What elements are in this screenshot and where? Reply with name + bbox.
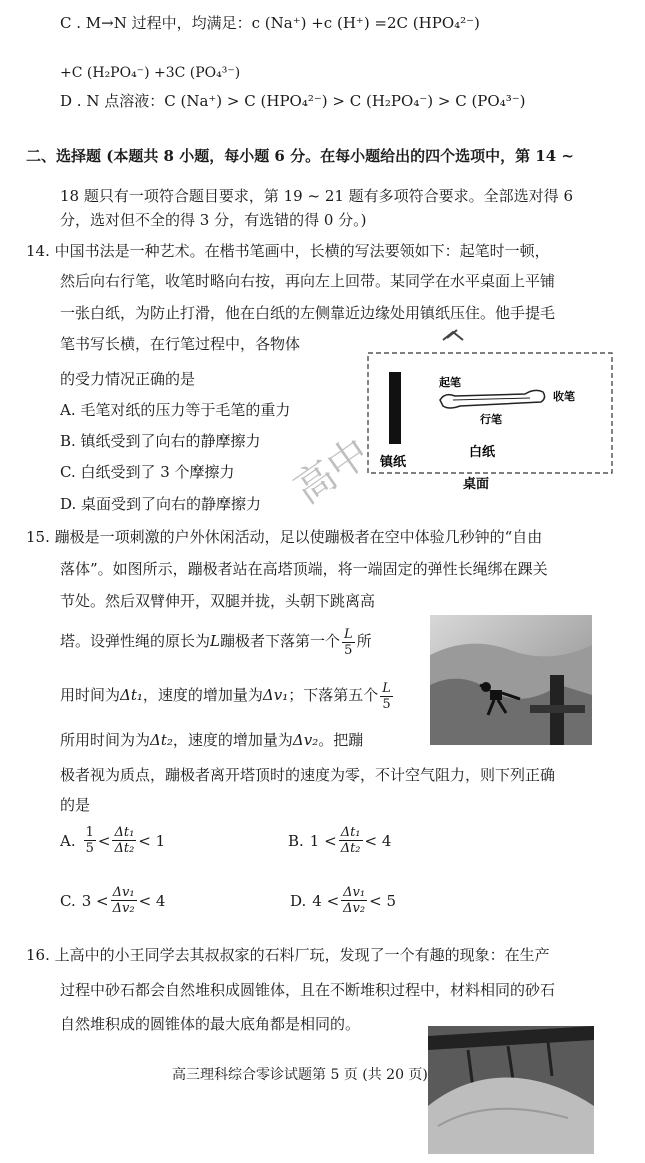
q15-line6-dt2: Δt₂ — [150, 731, 173, 749]
option-b-left: 1 < — [309, 831, 337, 850]
frac-den: Δt₂ — [114, 841, 135, 856]
section-desc-1: 18 题只有一项符合题目要求，第 19 ~ 21 题有多项符合要求。全部选对得 6 — [60, 187, 573, 205]
q15-line5 — [60, 678, 395, 712]
q15-line5-a: 用时间为 — [60, 686, 121, 704]
option-c-line2: +C (H₂PO₄⁻) +3C (PO₄³⁻) — [60, 65, 241, 81]
option-d-left: 4 < — [312, 891, 340, 910]
option-d-line: D . N 点溶液：C (Na⁺) > C (HPO₄²⁻) > C (H₂PO₄⁻) > C (PO₄³⁻) — [60, 92, 526, 110]
watermark: 高中 — [286, 429, 378, 514]
q16-line2: 过程中砂石都会自然堆积成圆锥体，且在不断堆积过程中，材料相同的砂石 — [60, 981, 556, 999]
q15-line4-c: 所 — [356, 632, 372, 650]
frac-den: Δt₂ — [340, 841, 361, 856]
q14-line4: 笔书写长横，在行笔过程中，各物体 — [60, 335, 301, 353]
frac-dt-ratio-a — [112, 825, 136, 856]
brush-mark-icon — [443, 330, 463, 340]
frac-num: L — [344, 626, 353, 642]
option-a-label: A. — [60, 831, 76, 850]
gravel-pile-photo — [428, 1026, 594, 1154]
label-qibi: 起笔 — [439, 377, 461, 389]
section-title: 二、选择题 (本题共 8 小题，每小题 6 分。在每小题给出的四个选项中，第 14 ~ — [26, 147, 574, 165]
fraction-l-over-5-b — [380, 681, 393, 712]
q15-line1: 15. 蹦极是一项刺激的户外休闲活动，足以使蹦极者在空中体验几秒钟的“自由 — [26, 528, 543, 546]
option-b-label: B. — [288, 831, 304, 850]
q14-option-c: C. 白纸受到了 3 个摩擦力 — [60, 463, 235, 481]
q15-option-a — [60, 825, 165, 856]
label-zhenzhi: 镇纸 — [380, 454, 407, 469]
option-c-label: C. — [60, 891, 76, 910]
q15-line6-c: 。把蹦 — [318, 731, 364, 749]
frac-num: Δv₁ — [112, 885, 135, 900]
q15-line7: 极者视为质点，蹦极者离开塔顶时的速度为零，不计空气阻力，则下列正确 — [60, 766, 556, 784]
frac-num: 1 — [85, 825, 94, 840]
q15-line3: 节处。然后双臂伸开，双腿并拢，头朝下跳离高 — [60, 592, 376, 610]
frac-num: Δv₁ — [343, 885, 366, 900]
q14-option-a: A. 毛笔对纸的压力等于毛笔的重力 — [60, 401, 291, 419]
frac-dt-ratio-b — [339, 825, 363, 856]
frac-num: L — [382, 680, 391, 696]
q15-line4-b: 蹦极者下落第一个 — [219, 632, 340, 650]
q15-line6-a: 所用时间为为 — [60, 731, 151, 749]
q16-line1: 16. 上高中的小王同学去其叔叔家的石料厂玩，发现了一个有趣的现象：在生产 — [26, 946, 550, 964]
option-d-right: < 5 — [369, 891, 396, 910]
q15-line6-dv2: Δv₂ — [292, 731, 319, 749]
q15-line2: 落体”。如图所示，蹦极者站在高塔顶端，将一端固定的弹性长绳绑在踝关 — [60, 560, 548, 578]
frac-dv-ratio-c — [111, 885, 137, 916]
q14-line5: 的受力情况正确的是 — [60, 370, 196, 388]
q14-option-d: D. 桌面受到了向右的静摩擦力 — [60, 495, 262, 513]
frac-num: Δt₁ — [114, 825, 135, 840]
q15-line6-b: ，速度的增加量为 — [172, 731, 293, 749]
option-a-lt: < — [97, 831, 111, 850]
option-c-left: 3 < — [81, 891, 109, 910]
option-c-line1: C . M→N 过程中，均满足：c (Na⁺) +c (H⁺) =2C (HPO₄²⁻) — [60, 14, 480, 32]
q16-line3: 自然堆积成的圆锥体的最大底角都是相同的。 — [60, 1015, 361, 1033]
q15-option-c — [60, 885, 165, 916]
q15-line5-c: ；下落第五个 — [288, 686, 379, 704]
q14-line3: 一张白纸，为防止打滑，他在白纸的左侧靠近边缘处用镇纸压住。他手提毛 — [60, 304, 556, 322]
label-baizhi: 白纸 — [469, 444, 496, 459]
q15-line5-b: ，速度的增加量为 — [142, 686, 263, 704]
option-b-right: < 4 — [364, 831, 392, 850]
q15-line4-a: 塔。设弹性绳的原长为 — [60, 632, 211, 650]
q15-option-d — [290, 885, 396, 916]
fraction-l-over-5 — [342, 627, 355, 658]
brush-stroke-inner — [453, 398, 530, 400]
q14-line1: 14. 中国书法是一种艺术。在楷书笔画中，长横的写法要领如下：起笔时一顿， — [26, 242, 550, 260]
calligraphy-figure — [365, 328, 615, 493]
q15-line5-dv1: Δv₁ — [262, 686, 289, 704]
frac-den: Δv₂ — [112, 901, 135, 916]
paperweight-bar — [389, 372, 401, 444]
bungee-photo — [430, 615, 592, 745]
frac-dv-ratio-d — [341, 885, 367, 916]
label-xingbi: 行笔 — [480, 414, 502, 426]
frac-one-fifth — [84, 825, 96, 856]
option-d-label: D. — [290, 891, 307, 910]
frac-den: Δv₂ — [343, 901, 366, 916]
label-zhuomian: 桌面 — [463, 476, 490, 491]
label-shoubi: 收笔 — [553, 391, 575, 403]
q15-line5-dt1: Δt₁ — [120, 686, 143, 704]
q15-line4 — [60, 624, 372, 658]
option-c-right: < 4 — [138, 891, 166, 910]
frac-den: 5 — [85, 841, 94, 856]
frac-den: 5 — [382, 696, 391, 712]
frac-den: 5 — [344, 642, 353, 658]
q15-line4-l: L — [210, 632, 220, 650]
section-desc-2: 分，选对但不全的得 3 分，有选错的得 0 分。) — [60, 211, 367, 229]
q15-option-b — [288, 825, 391, 856]
frac-num: Δt₁ — [340, 825, 361, 840]
q15-line8: 的是 — [60, 796, 91, 814]
q14-line2: 然后向右行笔，收笔时略向右按，再向左上回带。某同学在水平桌面上平铺 — [60, 272, 556, 290]
option-a-right: < 1 — [138, 831, 166, 850]
q14-option-b: B. 镇纸受到了向右的静摩擦力 — [60, 432, 261, 450]
page-footer: 高三理科综合零诊试题第 5 页 (共 20 页) — [172, 1067, 428, 1083]
q15-line6 — [60, 730, 363, 750]
